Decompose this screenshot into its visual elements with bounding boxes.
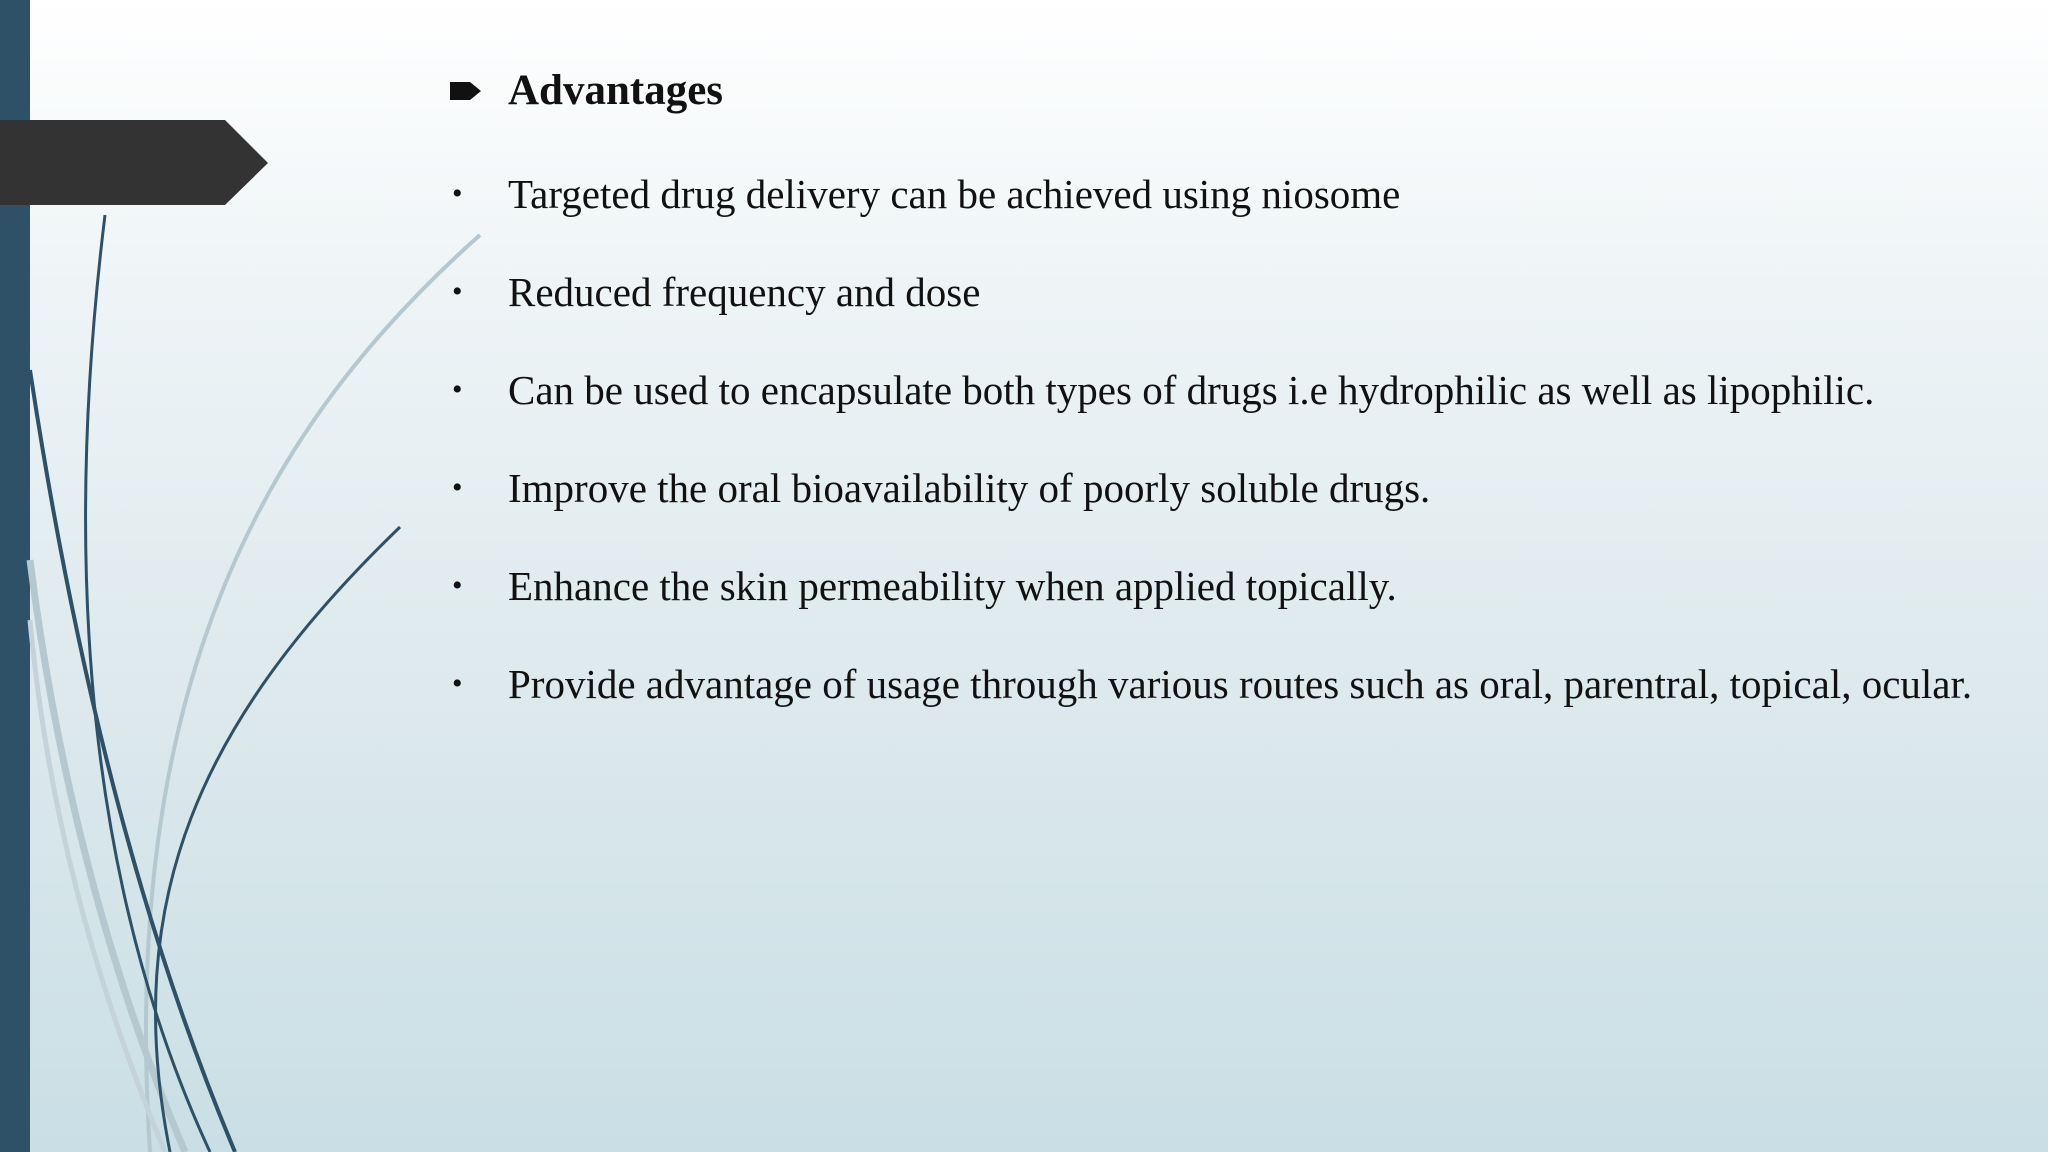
light-curve <box>146 235 480 1152</box>
list-item <box>450 352 2010 428</box>
list-item <box>450 548 2010 624</box>
list-item-text: Enhance the skin permeability when applied topically. <box>508 563 1397 609</box>
bullet-dot-icon: • <box>452 471 463 504</box>
list-item-text: Can be used to encapsulate both types of drugs i.e hydrophilic as well as lipophilic. <box>508 367 1875 413</box>
arrow-bullet-icon <box>450 71 508 111</box>
list-item-text: Improve the oral bioavailability of poorly soluble drugs. <box>508 465 1431 511</box>
bullet-dot-icon: • <box>452 373 463 406</box>
heading-row <box>450 58 2010 124</box>
slide-content <box>450 58 2010 744</box>
light-curve <box>30 560 185 1152</box>
list-item <box>450 646 2010 722</box>
list-item-text: Reduced frequency and dose <box>508 269 981 315</box>
list-item <box>450 254 2010 330</box>
list-item-text: Provide advantage of usage through various routes such as oral, parentral, topical, ocular. <box>508 661 1973 707</box>
section-heading: Advantages <box>508 67 724 114</box>
decorative-curves <box>0 0 520 1152</box>
list-item <box>450 156 2010 232</box>
bullet-dot-icon: • <box>452 569 463 602</box>
bullet-dot-icon: • <box>452 667 463 700</box>
title-tab <box>0 120 268 205</box>
dark-curve <box>156 527 400 1152</box>
list-item <box>450 450 2010 526</box>
bullet-dot-icon: • <box>452 275 463 308</box>
bullet-dot-icon: • <box>452 177 463 210</box>
list-item-text: Targeted drug delivery can be achieved using niosome <box>508 171 1401 217</box>
